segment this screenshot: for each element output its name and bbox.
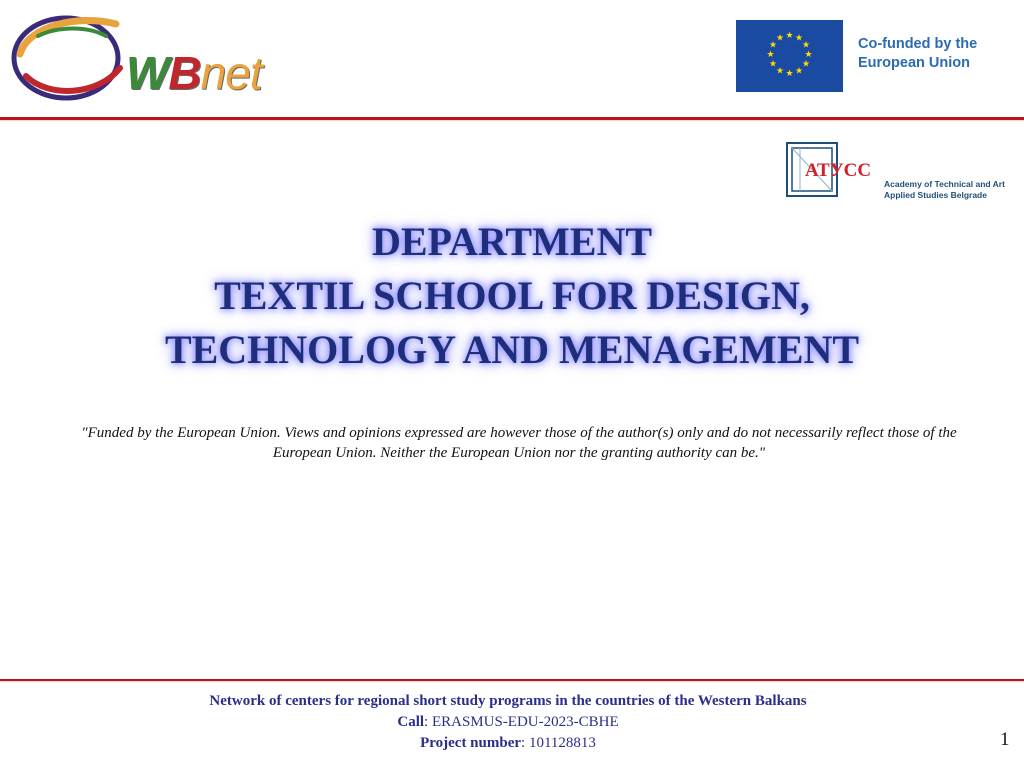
wbnet-wordmark — [126, 47, 262, 99]
eu-line1: Co-funded by the — [858, 36, 978, 52]
footer-project-value: : 101128813 — [521, 735, 596, 751]
svg-text:★: ★ — [785, 69, 794, 79]
page-number: 1 — [1000, 729, 1010, 750]
wbnet-b: B — [168, 47, 201, 99]
wbnet-net: net — [200, 47, 262, 99]
svg-text:★: ★ — [801, 59, 811, 70]
title-line3: TECHNOLOGY AND MENAGEMENT — [164, 327, 860, 372]
header-divider-shadow — [0, 120, 1024, 122]
svg-text:★: ★ — [801, 40, 811, 51]
svg-text:★: ★ — [794, 33, 804, 44]
footer-divider-shadow — [0, 681, 1024, 683]
wbnet-swoosh-icon — [8, 6, 138, 106]
atuss-subtitle — [884, 179, 1005, 201]
footer-project — [0, 733, 1016, 754]
svg-text:★: ★ — [775, 66, 785, 77]
footer-network: Network of centers for regional short study programs in the countries of the Western Balkans — [209, 693, 807, 709]
eu-cofunded-text — [858, 35, 977, 73]
svg-text:★: ★ — [766, 50, 775, 60]
footer-call — [0, 712, 1016, 733]
title-line2: TEXTIL SCHOOL FOR DESIGN, — [214, 273, 810, 318]
svg-text:★: ★ — [775, 33, 785, 44]
svg-text:★: ★ — [768, 40, 778, 51]
footer-project-label: Project number — [420, 735, 522, 751]
footer-call-value: : ERASMUS-EDU-2023-CBHE — [424, 714, 619, 730]
svg-text:★: ★ — [768, 59, 778, 70]
svg-text:★: ★ — [794, 66, 804, 77]
atuss-sub-line2: Applied Studies Belgrade — [884, 190, 987, 200]
eu-disclaimer: "Funded by the European Union. Views and opinions expressed are however those of the author(s) only and do not necessarily reflect those of the European Union. Neither the European Union nor the granting authority can be." — [81, 425, 957, 461]
eu-stars-icon — [736, 20, 843, 92]
svg-text:★: ★ — [804, 50, 813, 60]
eu-line2: European Union — [858, 55, 970, 71]
wbnet-w: W — [126, 47, 169, 99]
atuss-name: АТУСС — [805, 160, 872, 181]
footer-call-label: Call — [397, 714, 425, 730]
slide-title — [0, 215, 1024, 377]
svg-text:★: ★ — [785, 31, 794, 41]
eu-flag — [736, 20, 843, 92]
atuss-sub-line1: Academy of Technical and Art — [884, 179, 1005, 189]
title-line1: DEPARTMENT — [371, 219, 653, 264]
footer — [0, 691, 1016, 754]
wbnet-logo — [8, 6, 278, 106]
